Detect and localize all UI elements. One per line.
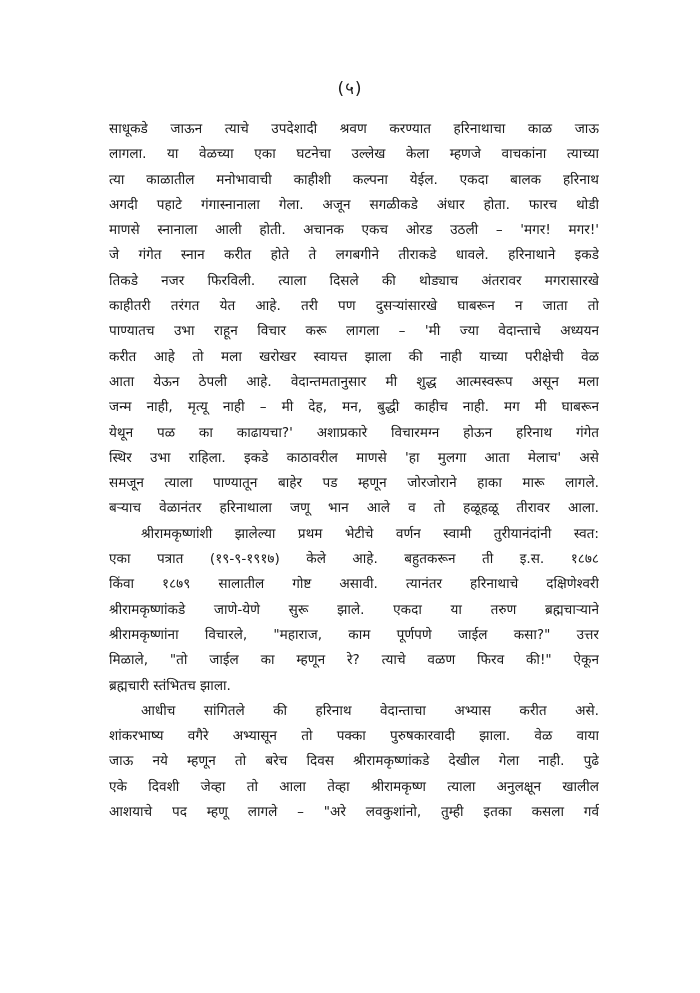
paragraph-1 [109, 117, 599, 522]
text-line: किंवा १८७९ सालातील गोष्ट असावी. त्यानंतर हरिनाथाचे दक्षिणेश्वरी [109, 576, 599, 593]
text-line: अगदी पहाटे गंगास्नानाला गेला. अजून सगळीकडे अंधार होता. फारच थोडी [109, 196, 599, 213]
text-line: जे गंगेत स्नान करीत होते ते लगबगीने तीराकडे धावले. हरिनाथाने इकडे [109, 247, 599, 264]
text-line: बऱ्याच वेळानंतर हरिनाथाला जणू भान आले व तो हळूहळू तीरावर आला. [109, 500, 599, 517]
text-line: माणसे स्नानाला आली होती. अचानक एकच ओरड उठली – 'मगर! मगर!' [109, 222, 599, 239]
page-number: (५) [337, 79, 363, 99]
paragraph-2 [109, 522, 599, 699]
text-line: स्थिर उभा राहिला. इकडे काठावरील माणसे 'हा मुलगा आता मेलाच' असे [109, 449, 599, 466]
text-line: आता येऊन ठेपली आहे. वेदान्तमतानुसार मी शुद्ध आत्मस्वरूप असून मला [109, 373, 599, 390]
body-text [109, 117, 599, 825]
text-line: त्या काळातील मनोभावाची काहीशी कल्पना येईल. एकदा बालक हरिनाथ [109, 171, 599, 188]
text-line: मिळाले, "तो जाईल का म्हणून रे? त्याचे वळण फिरव की!" ऐकून [109, 652, 599, 669]
text-line: शांकरभाष्य वगैरे अभ्यासून तो पक्का पुरुषकारवादी झाला. वेळ वाया [109, 728, 599, 745]
text-line: लागला. या वेळच्या एका घटनेचा उल्लेख केला म्हणजे वाचकांना त्याच्या [109, 146, 599, 163]
text-line: येथून पळ का काढायचा?' अशाप्रकारे विचारमग्न होऊन हरिनाथ गंगेत [109, 424, 599, 441]
text-line: श्रीरामकृष्णांना विचारले, "महाराज, काम पूर्णपणे जाईल कसा?" उत्तर [109, 626, 599, 643]
text-line: एके दिवशी जेव्हा तो आला तेव्हा श्रीरामकृष्ण त्याला अनुलक्षून खालील [109, 778, 599, 795]
text-line: ब्रह्मचारी स्तंभितच झाला. [109, 677, 231, 694]
text-line: तिकडे नजर फिरविली. त्याला दिसले की थोड्याच अंतरावर मगरासारखे [109, 272, 599, 289]
text-line: पाण्यातच उभा राहून विचार करू लागला – 'मी ज्या वेदान्ताचे अध्ययन [109, 323, 599, 340]
text-line: समजून त्याला पाण्यातून बाहेर पड म्हणून जोरजोराने हाका मारू लागले. [109, 475, 599, 492]
text-line: आधीच सांगितले की हरिनाथ वेदान्ताचा अभ्यास करीत असे. [141, 702, 599, 719]
paragraph-3 [109, 699, 599, 825]
text-line: करीत आहे तो मला खरोखर स्वायत्त झाला की नाही याच्या परीक्षेची वेळ [109, 348, 599, 365]
text-line: जन्म नाही, मृत्यू नाही – मी देह, मन, बुद्धी काहीच नाही. मग मी घाबरून [109, 399, 599, 416]
text-line: जाऊ नये म्हणून तो बरेच दिवस श्रीरामकृष्णांकडे देखील गेला नाही. पुढे [109, 753, 599, 770]
text-line: साधूकडे जाऊन त्याचे उपदेशादी श्रवण करण्यात हरिनाथाचा काळ जाऊ [109, 121, 599, 137]
text-line: काहीतरी तरंगत येत आहे. तरी पण दुसऱ्यांसारखे घाबरून न जाता तो [109, 298, 599, 315]
text-line: एका पत्रात (१९-९-१९१७) केले आहे. बहुतकरून ती इ.स. १८७८ [109, 551, 599, 568]
text-line: श्रीरामकृष्णांकडे जाणे-येणे सुरू झाले. एकदा या तरुण ब्रह्मचाऱ्याने [109, 601, 599, 618]
text-line: आशयाचे पद म्हणू लागले – "अरे लवकुशांनो, तुम्ही इतका कसला गर्व [109, 804, 599, 821]
text-line: श्रीरामकृष्णांशी झालेल्या प्रथम भेटीचे वर्णन स्वामी तुरीयानंदांनी स्वत: [141, 525, 599, 542]
